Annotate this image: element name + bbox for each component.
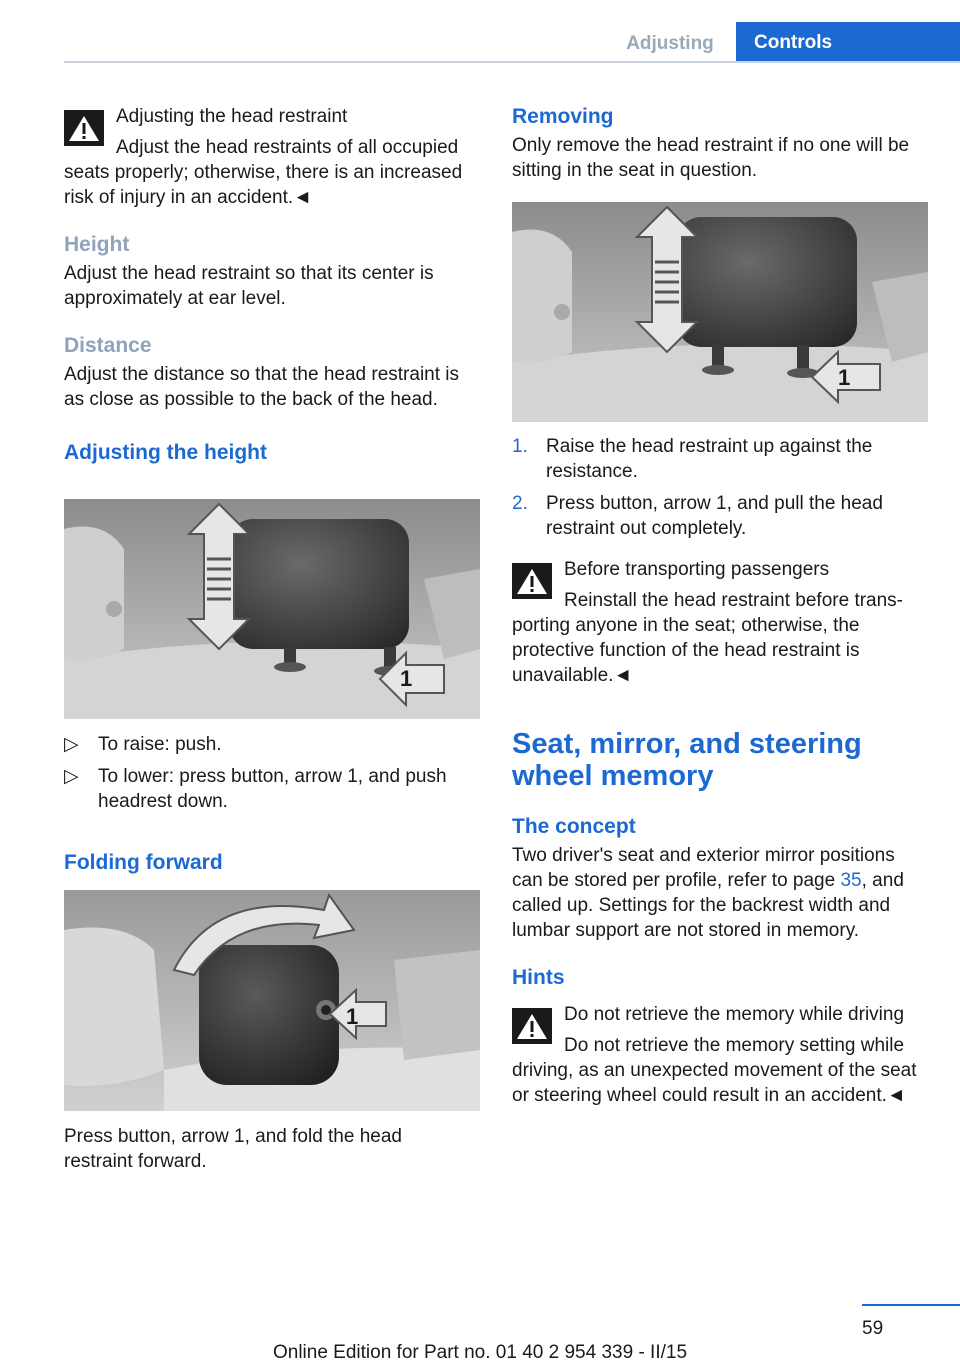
figure-callout-1: 1 <box>400 666 413 691</box>
left-column <box>64 104 480 465</box>
header-rule <box>64 61 960 63</box>
right-column-bottom <box>512 434 928 1108</box>
warning-title: Do not retrieve the memory while driving <box>564 1004 905 1025</box>
warning-block-head-restraint <box>64 104 480 210</box>
warning-text: driving, as an unexpected movement of the seat or steering wheel could result in an accident.◄ <box>512 1060 917 1106</box>
figure-callout-1: 1 <box>838 365 851 390</box>
warning-block-memory <box>512 1002 928 1108</box>
footer-rule <box>862 1304 960 1306</box>
warning-triangle-icon <box>512 1008 552 1044</box>
list-item-text: To raise: push. <box>98 734 222 755</box>
concept-text-part: Two driver's seat and exterior mirror positions can be stored per profile, refer to page <box>512 845 895 891</box>
list-item <box>512 491 928 541</box>
folding-text: Press button, arrow 1, and fold the head restraint forward. <box>64 1126 402 1172</box>
warning-text-first-line: Reinstall the head restraint before trans- <box>564 590 904 611</box>
figure-folding-forward <box>64 890 480 1111</box>
right-column-top <box>512 104 928 183</box>
folding-forward-heading: Folding forward <box>64 851 223 874</box>
warning-title: Before transporting passengers <box>564 559 830 580</box>
warning-block-transport <box>512 557 928 688</box>
warning-title: Adjusting the head restraint <box>116 106 348 127</box>
warning-text-first-line: Do not retrieve the memory setting while <box>564 1035 905 1056</box>
removing-heading: Removing <box>512 105 614 128</box>
header-chapter-tab: Controls <box>736 22 960 62</box>
step-text: Press button, arrow 1, and pull the head restraint out completely. <box>546 493 883 539</box>
memory-heading: Seat, mirror, and steering wheel memory <box>512 728 862 792</box>
step-text: Raise the head restraint up against the resistance. <box>546 436 873 482</box>
list-item-text: To lower: press button, arrow 1, and push headrest down. <box>98 766 447 812</box>
figure-callout-1: 1 <box>346 1004 359 1029</box>
list-item <box>64 732 480 757</box>
adjusting-height-heading: Adjusting the height <box>64 441 267 464</box>
page-number: 59 <box>862 1318 884 1339</box>
figure-removing <box>512 202 928 422</box>
step-number: 2. <box>512 493 528 514</box>
adjust-height-list <box>64 732 480 875</box>
removing-text: Only remove the head restraint if no one will be sitting in the seat in question. <box>512 135 910 181</box>
distance-text: Adjust the distance so that the head restraint is as close as possible to the back of the head. <box>64 364 460 410</box>
warning-triangle-icon <box>64 110 104 146</box>
warning-text: porting anyone in the seat; otherwise, the protective function of the head restraint is unavailable.◄ <box>512 615 860 686</box>
hints-heading: Hints <box>512 966 565 989</box>
header-section-tab: Adjusting <box>626 33 714 54</box>
distance-section <box>64 333 480 412</box>
figure-adjust-height <box>64 499 480 719</box>
list-item <box>64 764 480 814</box>
page-link[interactable]: 35 <box>840 870 862 891</box>
concept-text <box>512 843 928 943</box>
step-number: 1. <box>512 436 528 457</box>
list-marker-icon: ▷ <box>64 766 79 787</box>
distance-heading: Distance <box>64 334 152 357</box>
list-marker-icon: ▷ <box>64 734 79 755</box>
warning-text-first-line: Adjust the head restraints of all occupied <box>116 137 459 158</box>
warning-triangle-icon <box>512 563 552 599</box>
edition-line: Online Edition for Part no. 01 40 2 954 339 - II/15 <box>272 1342 688 1363</box>
concept-heading: The concept <box>512 815 636 838</box>
list-item <box>512 434 928 484</box>
warning-text: seats properly; otherwise, there is an increased risk of injury in an accident.◄ <box>64 162 463 208</box>
height-heading: Height <box>64 233 130 256</box>
concept-text-part: , and called up. Settings for the backrest width and lumbar support are not stored in memory. <box>512 870 904 941</box>
height-section <box>64 232 480 311</box>
height-text: Adjust the head restraint so that its center is approximately at ear level. <box>64 263 434 309</box>
